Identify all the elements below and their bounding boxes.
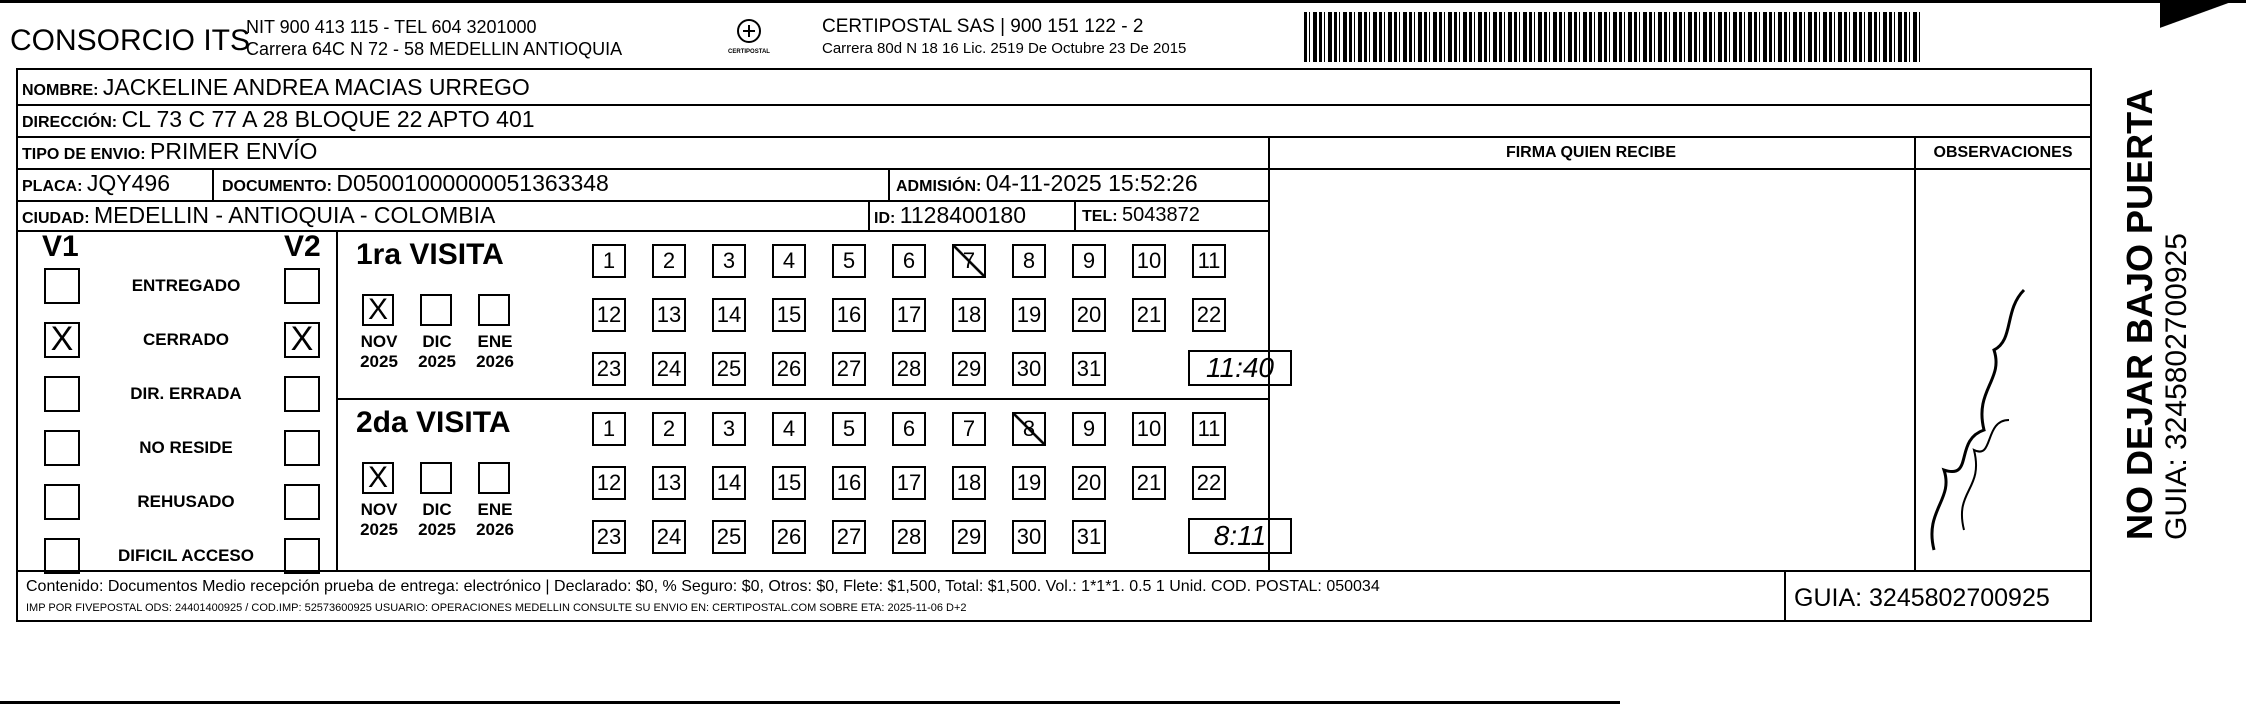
id-row [874, 202, 1026, 229]
day-box[interactable]: 1 [592, 412, 626, 446]
day-box[interactable]: 16 [832, 298, 866, 332]
day-box[interactable]: 6 [892, 244, 926, 278]
day-box[interactable]: 29 [952, 520, 986, 554]
day-box[interactable]: 6 [892, 412, 926, 446]
footer-line1: Contenido: Documentos Medio recepción prueba de entrega: electrónico | Declarado: $0, % Seguro: $0, Otros: $0, Flete: $1,500, Total: $1,500. Vol.: 1*1*1. 0.5 1 Unid. COD. POSTAL: 050034 [26, 578, 1380, 595]
status-label: REHUSADO [137, 492, 235, 511]
top-rule [0, 0, 2246, 3]
courier-info [822, 16, 1186, 60]
day-box[interactable]: 24 [652, 520, 686, 554]
day-box[interactable]: 17 [892, 298, 926, 332]
day-box[interactable]: 26 [772, 520, 806, 554]
day-box[interactable]: 12 [592, 298, 626, 332]
day-box[interactable]: 1 [592, 244, 626, 278]
day-box[interactable]: 25 [712, 520, 746, 554]
status-v2-checkbox[interactable] [284, 430, 320, 466]
day-box[interactable]: 19 [1012, 466, 1046, 500]
line-5 [16, 230, 1268, 232]
status-label: ENTREGADO [131, 276, 241, 295]
footer-guia: GUIA: 3245802700925 [1794, 584, 2050, 612]
visit-title: 2da VISITA [356, 406, 511, 439]
divider-id [868, 200, 870, 230]
admision-label: ADMISIÓN: [896, 178, 982, 195]
day-box[interactable]: 26 [772, 352, 806, 386]
month-name: NOV [360, 500, 398, 519]
nombre-label: NOMBRE: [22, 82, 99, 99]
day-box[interactable]: 13 [652, 298, 686, 332]
direccion-row [22, 106, 535, 133]
day-box[interactable]: 10 [1132, 412, 1166, 446]
visit-time[interactable]: 11:40 [1188, 350, 1292, 386]
documento-label: DOCUMENTO: [222, 178, 332, 195]
day-box[interactable]: 27 [832, 520, 866, 554]
day-box[interactable]: 17 [892, 466, 926, 500]
tel-row [1082, 204, 1200, 227]
month-label [350, 500, 408, 540]
day-box[interactable]: 28 [892, 352, 926, 386]
status-v2-checkbox[interactable] [284, 538, 320, 574]
month-label [408, 332, 466, 372]
day-box[interactable]: 13 [652, 466, 686, 500]
nombre-value: JACKELINE ANDREA MACIAS URREGO [102, 74, 530, 100]
month-name: ENE [477, 500, 513, 519]
divider-status [336, 230, 338, 570]
day-box[interactable]: 31 [1072, 520, 1106, 554]
day-box[interactable]: 2 [652, 244, 686, 278]
footer-line2: IMP POR FIVEPOSTAL ODS: 24401400925 / COD.IMP: 52573600925 USUARIO: OPERACIONES MEDELLIN CONSULTE SU ENVIO EN: CERTIPOSTAL.COM SOBRE ETA: 2025-11-06 D+2 [26, 602, 967, 614]
month-year: 2026 [476, 520, 514, 539]
visit-title: 1ra VISITA [356, 238, 504, 271]
day-box[interactable]: 30 [1012, 352, 1046, 386]
admision-row [896, 170, 1198, 197]
status-v1-checkbox[interactable]: X [44, 322, 80, 358]
day-box[interactable]: 21 [1132, 466, 1166, 500]
day-box[interactable]: 8 [1012, 412, 1046, 446]
day-box[interactable]: 10 [1132, 244, 1166, 278]
month-name: NOV [360, 332, 398, 351]
day-box[interactable]: 20 [1072, 298, 1106, 332]
id-label: ID: [874, 210, 896, 227]
day-box[interactable]: 23 [592, 352, 626, 386]
month-year: 2025 [360, 520, 398, 539]
line-visit-split [336, 398, 1268, 400]
month-name: ENE [477, 332, 513, 351]
day-box[interactable]: 9 [1072, 244, 1106, 278]
company-name: CONSORCIO ITS [10, 24, 251, 57]
status-v1-checkbox[interactable] [44, 376, 80, 412]
month-checkbox[interactable] [478, 462, 510, 494]
v1-label: V1 [42, 230, 79, 263]
day-box[interactable]: 18 [952, 466, 986, 500]
status-label: DIR. ERRADA [130, 384, 242, 403]
day-box[interactable]: 11 [1192, 244, 1226, 278]
divider-placa [212, 168, 214, 200]
divider-tel [1074, 200, 1076, 230]
month-label [408, 500, 466, 540]
month-checkbox[interactable]: X [362, 294, 394, 326]
month-name: DIC [422, 500, 452, 519]
status-v2-checkbox[interactable] [284, 484, 320, 520]
day-box[interactable]: 18 [952, 298, 986, 332]
day-box[interactable]: 3 [712, 412, 746, 446]
day-box[interactable]: 27 [832, 352, 866, 386]
id-value: 1128400180 [899, 202, 1026, 228]
ciudad-label: CIUDAD: [22, 210, 90, 227]
day-box[interactable]: 25 [712, 352, 746, 386]
status-v1-checkbox[interactable] [44, 268, 80, 304]
day-box[interactable]: 21 [1132, 298, 1166, 332]
side-vertical-text [2120, 89, 2194, 540]
signature-scribble [1914, 270, 2044, 570]
placa-row [22, 170, 170, 197]
barcode [1304, 12, 1920, 62]
v2-label: V2 [284, 230, 321, 263]
line-2 [16, 136, 2092, 138]
day-box[interactable]: 28 [892, 520, 926, 554]
day-box[interactable]: 15 [772, 298, 806, 332]
firma-label: FIRMA QUIEN RECIBE [1505, 144, 1677, 161]
observaciones-label: OBSERVACIONES [1933, 144, 2073, 161]
tel-value: 5043872 [1122, 204, 1200, 226]
month-year: 2025 [360, 352, 398, 371]
divider-admision [888, 168, 890, 200]
day-box[interactable]: 4 [772, 244, 806, 278]
day-box[interactable]: 5 [832, 412, 866, 446]
ciudad-row [22, 202, 495, 229]
month-label [466, 500, 524, 540]
month-label [466, 332, 524, 372]
day-box[interactable]: 14 [712, 466, 746, 500]
day-box[interactable]: 9 [1072, 412, 1106, 446]
status-v2-checkbox[interactable]: X [284, 322, 320, 358]
placa-label: PLACA: [22, 178, 83, 195]
line-footer [16, 570, 2092, 572]
day-box[interactable]: 23 [592, 520, 626, 554]
documento-row [222, 170, 609, 197]
month-checkbox[interactable] [420, 462, 452, 494]
ciudad-value: MEDELLIN - ANTIOQUIA - COLOMBIA [94, 202, 496, 228]
direccion-label: DIRECCIÓN: [22, 114, 118, 131]
day-box[interactable]: 3 [712, 244, 746, 278]
status-v2-checkbox[interactable] [284, 376, 320, 412]
status-v2-checkbox[interactable] [284, 268, 320, 304]
day-box[interactable]: 22 [1192, 298, 1226, 332]
day-box[interactable]: 12 [592, 466, 626, 500]
month-year: 2026 [476, 352, 514, 371]
month-year: 2025 [418, 352, 456, 371]
logo-text: CERTIPOSTAL [728, 49, 770, 55]
day-box[interactable]: 31 [1072, 352, 1106, 386]
company-info [246, 16, 622, 60]
day-box[interactable]: 15 [772, 466, 806, 500]
divider-guia [1784, 570, 1786, 622]
courier-line2: Carrera 80d N 18 16 Lic. 2519 De Octubre 23 De 2015 [822, 40, 1187, 57]
status-label: CERRADO [143, 330, 229, 349]
day-box[interactable]: 11 [1192, 412, 1226, 446]
direccion-value: CL 73 C 77 A 28 BLOQUE 22 APTO 401 [121, 106, 535, 132]
line-firma [1268, 168, 2092, 170]
certipostal-logo [722, 18, 776, 55]
bottom-rule [0, 701, 1620, 704]
admision-value: 04-11-2025 15:52:26 [985, 170, 1198, 196]
nombre-row [22, 74, 530, 101]
tipo-row [22, 138, 317, 165]
month-checkbox[interactable] [420, 294, 452, 326]
tel-label: TEL: [1082, 208, 1118, 225]
logo-icon [734, 18, 764, 44]
month-checkbox[interactable] [478, 294, 510, 326]
company-line1: NIT 900 413 115 - TEL 604 3201000 [246, 17, 537, 37]
tipo-label: TIPO DE ENVIO: [22, 146, 146, 163]
day-box[interactable]: 16 [832, 466, 866, 500]
day-box[interactable]: 19 [1012, 298, 1046, 332]
day-box[interactable]: 7 [952, 412, 986, 446]
status-v1-checkbox[interactable] [44, 484, 80, 520]
day-box[interactable]: 22 [1192, 466, 1226, 500]
side-line2: GUIA: 3245802700925 [2160, 233, 2193, 540]
day-box[interactable]: 5 [832, 244, 866, 278]
courier-line1: CERTIPOSTAL SAS | 900 151 122 - 2 [822, 16, 1144, 37]
status-v1-checkbox[interactable] [44, 538, 80, 574]
documento-value: D05001000000051363348 [336, 170, 609, 196]
day-box[interactable]: 2 [652, 412, 686, 446]
company-line2: Carrera 64C N 72 - 58 MEDELLIN ANTIOQUIA [246, 39, 623, 59]
day-box[interactable]: 14 [712, 298, 746, 332]
visit-time[interactable]: 8:11 [1188, 518, 1292, 554]
month-checkbox[interactable]: X [362, 462, 394, 494]
status-label: DIFICIL ACCESO [117, 546, 254, 565]
day-box[interactable]: 29 [952, 352, 986, 386]
day-box[interactable]: 4 [772, 412, 806, 446]
day-box[interactable]: 30 [1012, 520, 1046, 554]
month-name: DIC [422, 332, 452, 351]
status-v1-checkbox[interactable] [44, 430, 80, 466]
tipo-value: PRIMER ENVÍO [150, 138, 318, 164]
day-box[interactable]: 20 [1072, 466, 1106, 500]
corner-mark [2160, 0, 2246, 30]
side-line1: NO DEJAR BAJO PUERTA [2119, 88, 2160, 540]
placa-value: JQY496 [86, 170, 170, 196]
day-box[interactable]: 8 [1012, 244, 1046, 278]
month-label [350, 332, 408, 372]
month-year: 2025 [418, 520, 456, 539]
status-label: NO RESIDE [139, 438, 233, 457]
day-box[interactable]: 24 [652, 352, 686, 386]
day-box[interactable]: 7 [952, 244, 986, 278]
